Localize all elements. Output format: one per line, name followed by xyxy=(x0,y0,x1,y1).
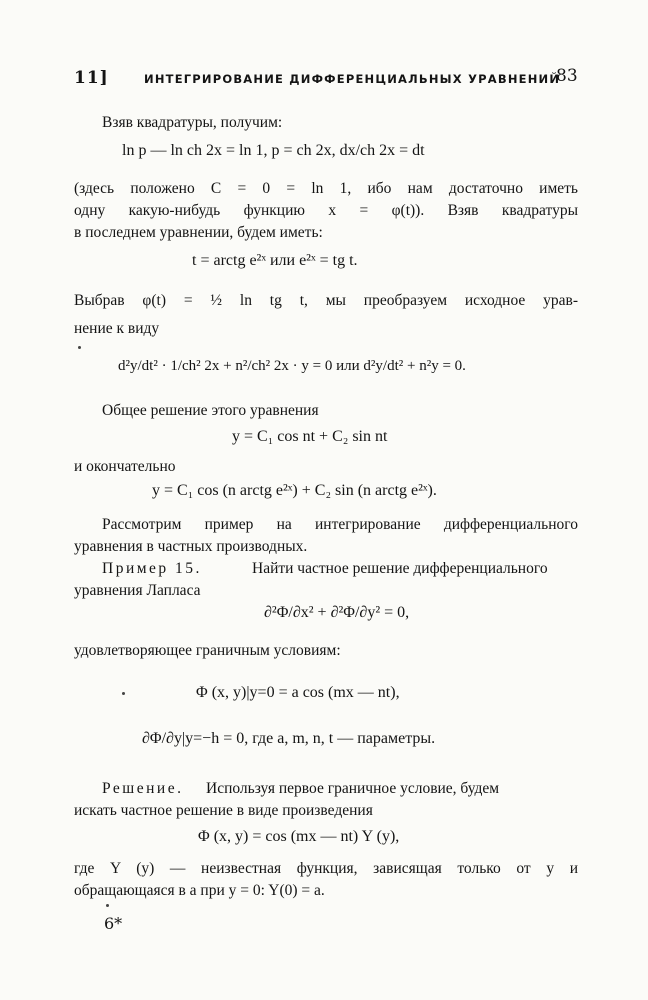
equation-8: ∂Φ/∂y|y=−h = 0, где a, m, n, t — параметры. xyxy=(142,730,436,747)
paragraph-2-line-3: в последнем уравнении, будем иметь: xyxy=(74,224,323,241)
print-speck xyxy=(78,346,81,349)
paragraph-7-line-1: Найти частное решение дифференциального xyxy=(252,560,548,577)
paragraph-9-line-1: Используя первое граничное условие, будем xyxy=(206,780,500,797)
solution-label: Решение. xyxy=(102,780,184,797)
paragraph-6-line-2: уравнения в частных производных. xyxy=(74,538,308,555)
page-number: 83 xyxy=(556,66,578,86)
signature-mark: 6* xyxy=(104,914,123,933)
paragraph-2-line-2: одну какую-нибудь функцию x = φ(t)). Взяв квадратуры xyxy=(74,202,578,219)
paragraph-2-line-1: (здесь положено C = 0 = ln 1, ибо нам достаточно иметь xyxy=(74,180,578,197)
equation-1: ln p — ln ch 2x = ln 1, p = ch 2x, dx/ch 2x = dt xyxy=(122,142,425,159)
equation-4: y = C₁ cos nt + C₂ sin nt xyxy=(232,428,388,445)
paragraph-8: удовлетворяющее граничным условиям: xyxy=(74,642,341,659)
paragraph-4: Общее решение этого уравнения xyxy=(102,402,319,419)
paragraph-5: и окончательно xyxy=(74,458,176,475)
paragraph-6-line-1: Рассмотрим пример на интегрирование дифференциального xyxy=(102,516,578,533)
print-speck xyxy=(106,904,109,907)
paragraph-1: Взяв квадратуры, получим: xyxy=(102,114,283,131)
running-title: ИНТЕГРИРОВАНИЕ ДИФФЕРЕНЦИАЛЬНЫХ УРАВНЕНИЙ xyxy=(144,72,561,86)
equation-9: Φ (x, y) = cos (mx — nt) Y (y), xyxy=(198,828,400,845)
paragraph-9-line-2: искать частное решение в виде произведения xyxy=(74,802,373,819)
print-speck xyxy=(122,692,125,695)
equation-5: y = C₁ cos (n arctg e²ˣ) + C₂ sin (n arctg e²ˣ). xyxy=(152,482,437,499)
paragraph-10-line-2: обращающаяся в a при y = 0: Y(0) = a. xyxy=(74,882,325,899)
paragraph-3-line-2: нение к виду xyxy=(74,320,160,337)
equation-7: Φ (x, y)|y=0 = a cos (mx — nt), xyxy=(196,684,400,701)
paragraph-10-line-1: где Y (y) — неизвестная функция, зависящая только от y и xyxy=(74,860,578,877)
equation-2: t = arctg e²ˣ или e²ˣ = tg t. xyxy=(192,252,358,269)
paragraph-3-line-1: Выбрав φ(t) = ½ ln tg t, мы преобразуем исходное урав- xyxy=(74,292,578,309)
example-label: Пример 15. xyxy=(102,560,202,577)
paragraph-7-line-2: уравнения Лапласа xyxy=(74,582,201,599)
equation-6: ∂²Φ/∂x² + ∂²Φ/∂y² = 0, xyxy=(264,604,410,621)
section-marker: 11] xyxy=(74,68,109,88)
equation-3: d²y/dt² · 1/ch² 2x + n²/ch² 2x · y = 0 или d²y/dt² + n²y = 0. xyxy=(118,358,466,374)
